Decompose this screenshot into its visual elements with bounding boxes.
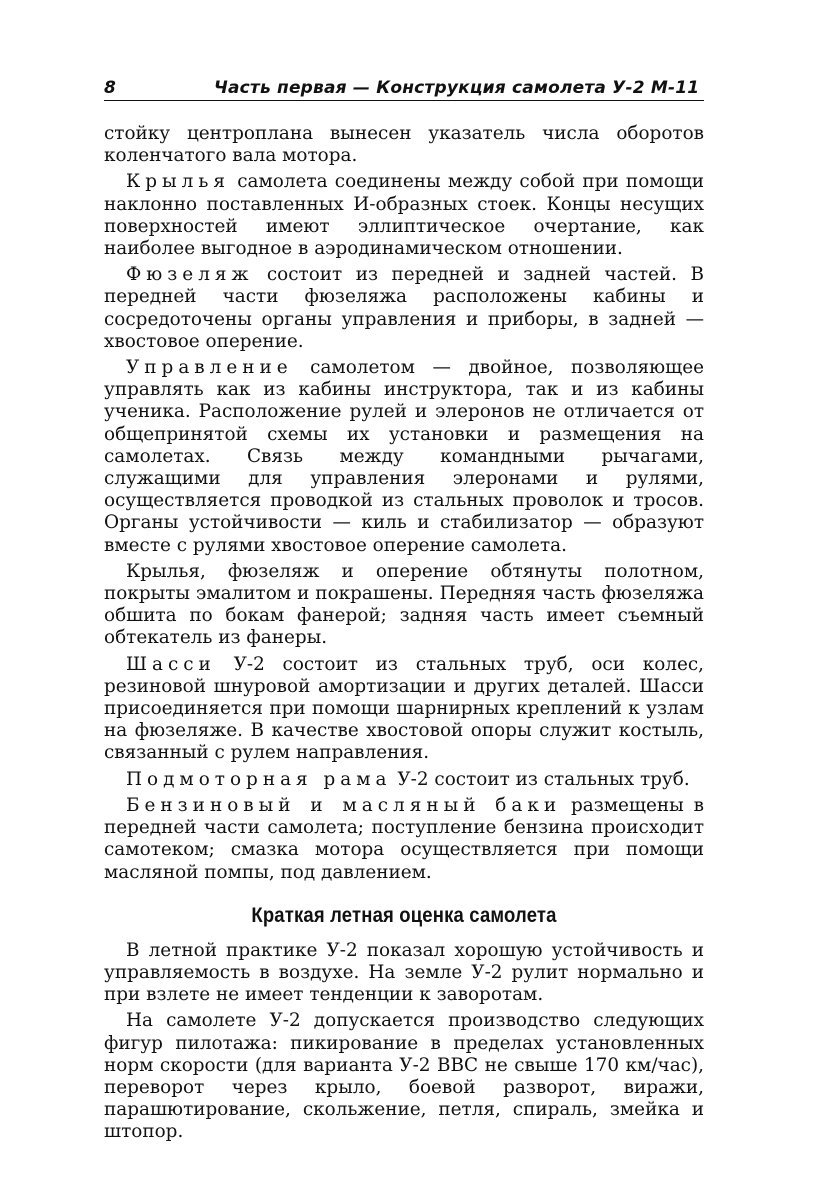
paragraph-text: самолетом — двойное, позволяющее управлять как из кабины инструктора, так и из кабины ученика. Расположение рулей и элеронов не отличается от общепринятой схемы их установки и размещения на самолетах. Связь между командными рычагами, служащими для управления элеронами и рулями, осуществляется проводкой из стальных проволок и тросов. Органы устойчивости — киль и стабилизатор — образуют вместе с рулями хвостовое оперение самолета. xyxy=(104,357,704,556)
term-fuselage: Фюзеляж xyxy=(126,264,254,286)
paragraph-fuselage xyxy=(104,264,704,353)
term-controls: Управление xyxy=(126,357,293,379)
term-landing-gear: Шасси xyxy=(126,653,216,675)
term-engine-mount: Подмоторная рама xyxy=(126,768,392,790)
book-page xyxy=(104,78,704,1148)
term-tanks: Бензиновый и масляный баки xyxy=(126,794,562,816)
paragraph-landing-gear xyxy=(104,654,704,765)
paragraph-text: На самолете У-2 допускается производство следующих фигур пилотажа: пикирование в пределах установленных норм скорости (для варианта У-2 ВВС не свыше 170 км/час), переворот через крыло, боевой разворот, виражи, парашютирование, скольжение, петля, спираль, змейка и штопор. xyxy=(104,1010,704,1143)
paragraph-text: состоит из передней и задней частей. В передней части фюзеляжа расположены кабины и сосредоточены органы управления и приборы, в задней — хвостовое оперение. xyxy=(104,264,704,352)
paragraph-text: самолета соединены между собой при помощи наклонно поставленных И-образных стоек. Концы несущих поверхностей имеют эллиптическое очертание, как наиболее выгодное в аэродинамическом отношении. xyxy=(104,171,704,260)
paragraph-controls xyxy=(104,357,704,557)
page-number: 8 xyxy=(104,78,116,98)
paragraph-flight-practice xyxy=(104,940,704,1007)
section-title: Краткая летная оценка самолета xyxy=(251,903,557,927)
paragraph-engine-mount xyxy=(104,769,704,791)
running-title: Часть первая — Конструкция самолета У-2 М-11 xyxy=(214,78,700,98)
paragraph-text: размещены в передней части самолета; поступление бензина происходит самотеком; смазка мотора осуществляется при помощи масляной помпы, под давлением. xyxy=(104,794,704,883)
paragraph-aerobatics xyxy=(104,1010,704,1143)
paragraph-text: У-2 состоит из стальных труб, оси колес, резиновой шнуровой амортизации и других деталей. Шасси присоединяется при помощи шарнирных креплений к узлам на фюзеляже. В качестве хвостовой опоры служит костыль, связанный с рулем направления. xyxy=(104,653,704,764)
paragraph-tanks xyxy=(104,795,704,884)
term-wings: Крылья xyxy=(126,171,230,193)
paragraph-text: стойку центроплана вынесен указатель числа оборотов коленчатого вала мотора. xyxy=(104,123,704,167)
paragraph-covering xyxy=(104,561,704,650)
paragraph-text: У-2 состоит из стальных труб. xyxy=(391,768,690,790)
paragraph-continuation xyxy=(104,123,704,167)
running-header xyxy=(104,78,704,101)
paragraph-text: Крылья, фюзеляж и оперение обтянуты полотном, покрыты эмалитом и покрашены. Передняя часть фюзеляжа обшита по бокам фанерой; задняя часть имеет съемный обтекатель из фанеры. xyxy=(104,560,704,649)
paragraph-text: В летной практике У-2 показал хорошую устойчивость и управляемость в воздухе. На земле У-2 рулит нормально и при взлете не имеет тенденции к заворотам. xyxy=(104,939,704,1006)
paragraph-wings xyxy=(104,171,704,260)
